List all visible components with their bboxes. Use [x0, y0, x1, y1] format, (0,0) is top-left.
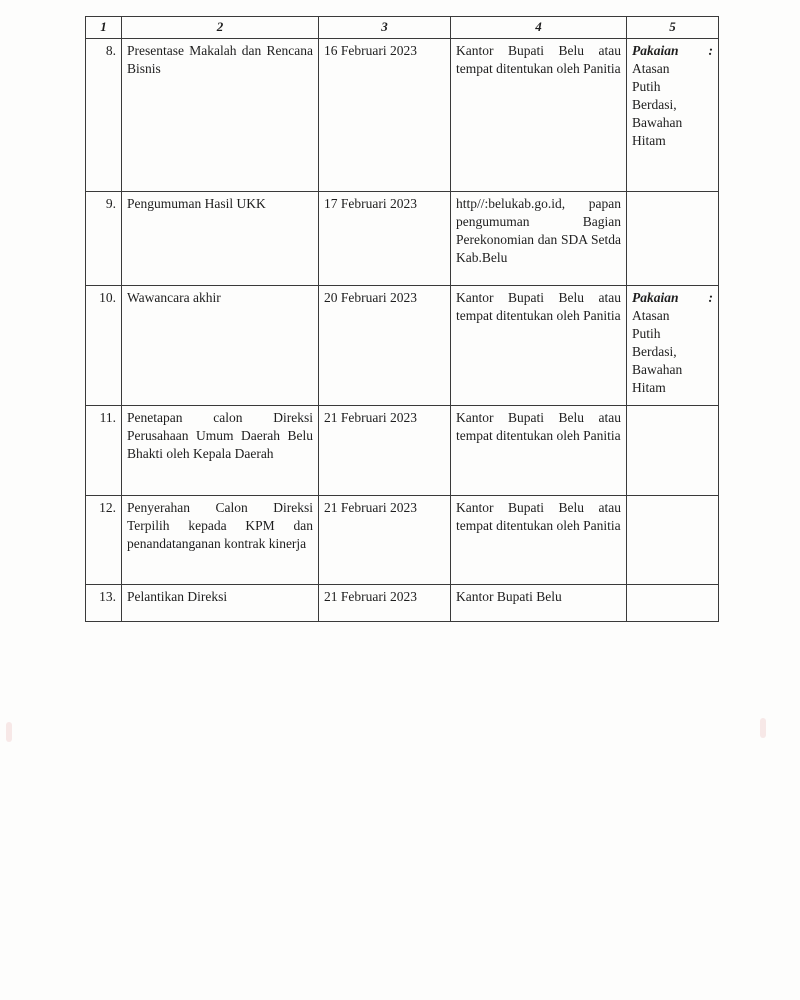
column-header: 1: [86, 17, 122, 39]
row-number: 10.: [86, 286, 122, 406]
date-cell: 21 Februari 2023: [319, 496, 451, 585]
row-number: 8.: [86, 39, 122, 192]
note-line: Bawahan: [632, 362, 683, 377]
place-cell: http//:belukab.go.id, papan pengumuman Bagian Perekonomian dan SDA Setda Kab.Belu: [451, 192, 627, 286]
row-number: 13.: [86, 585, 122, 622]
place-cell: Kantor Bupati Belu atau tempat ditentukan oleh Panitia: [451, 39, 627, 192]
table-row: [86, 496, 719, 585]
place-cell: Kantor Bupati Belu atau tempat ditentukan oleh Panitia: [451, 496, 627, 585]
date-cell: 21 Februari 2023: [319, 585, 451, 622]
note-line: Putih: [632, 79, 661, 94]
schedule-table: [85, 16, 719, 622]
note-cell: [627, 585, 719, 622]
note-line: Hitam: [632, 380, 666, 395]
column-header: 4: [451, 17, 627, 39]
row-number: 9.: [86, 192, 122, 286]
note-title: Pakaian: [632, 43, 679, 58]
note-line: Berdasi,: [632, 97, 677, 112]
date-cell: 21 Februari 2023: [319, 406, 451, 496]
note-heading: [632, 42, 713, 60]
place-cell: Kantor Bupati Belu: [451, 585, 627, 622]
activity-cell: Wawancara akhir: [122, 286, 319, 406]
note-line: Hitam: [632, 133, 666, 148]
column-header: 3: [319, 17, 451, 39]
note-line: Atasan: [632, 61, 670, 76]
activity-cell: Penetapan calon Direksi Perusahaan Umum Daerah Belu Bhakti oleh Kepala Daerah: [122, 406, 319, 496]
row-number: 12.: [86, 496, 122, 585]
note-cell: [627, 496, 719, 585]
date-cell: 17 Februari 2023: [319, 192, 451, 286]
table-row: [86, 286, 719, 406]
date-cell: 20 Februari 2023: [319, 286, 451, 406]
date-cell: 16 Februari 2023: [319, 39, 451, 192]
place-cell: Kantor Bupati Belu atau tempat ditentukan oleh Panitia: [451, 286, 627, 406]
activity-cell: Pelantikan Direksi: [122, 585, 319, 622]
note-line: Berdasi,: [632, 344, 677, 359]
note-cell: [627, 406, 719, 496]
scan-artifact: [6, 722, 12, 742]
table-row: [86, 39, 719, 192]
table-header-row: [86, 17, 719, 39]
note-cell: [627, 286, 719, 406]
column-header: 5: [627, 17, 719, 39]
column-header: 2: [122, 17, 319, 39]
scan-artifact: [760, 718, 766, 738]
table-row: [86, 192, 719, 286]
activity-cell: Penyerahan Calon Direksi Terpilih kepada KPM dan penandatanganan kontrak kinerja: [122, 496, 319, 585]
note-heading: [632, 289, 713, 307]
note-cell: [627, 39, 719, 192]
note-title: Pakaian: [632, 290, 679, 305]
note-colon: :: [708, 290, 713, 305]
row-number: 11.: [86, 406, 122, 496]
table-row: [86, 406, 719, 496]
activity-cell: Presentase Makalah dan Rencana Bisnis: [122, 39, 319, 192]
note-line: Putih: [632, 326, 661, 341]
table-row: [86, 585, 719, 622]
note-line: Atasan: [632, 308, 670, 323]
note-cell: [627, 192, 719, 286]
note-colon: :: [708, 43, 713, 58]
place-cell: Kantor Bupati Belu atau tempat ditentukan oleh Panitia: [451, 406, 627, 496]
activity-cell: Pengumuman Hasil UKK: [122, 192, 319, 286]
note-line: Bawahan: [632, 115, 683, 130]
